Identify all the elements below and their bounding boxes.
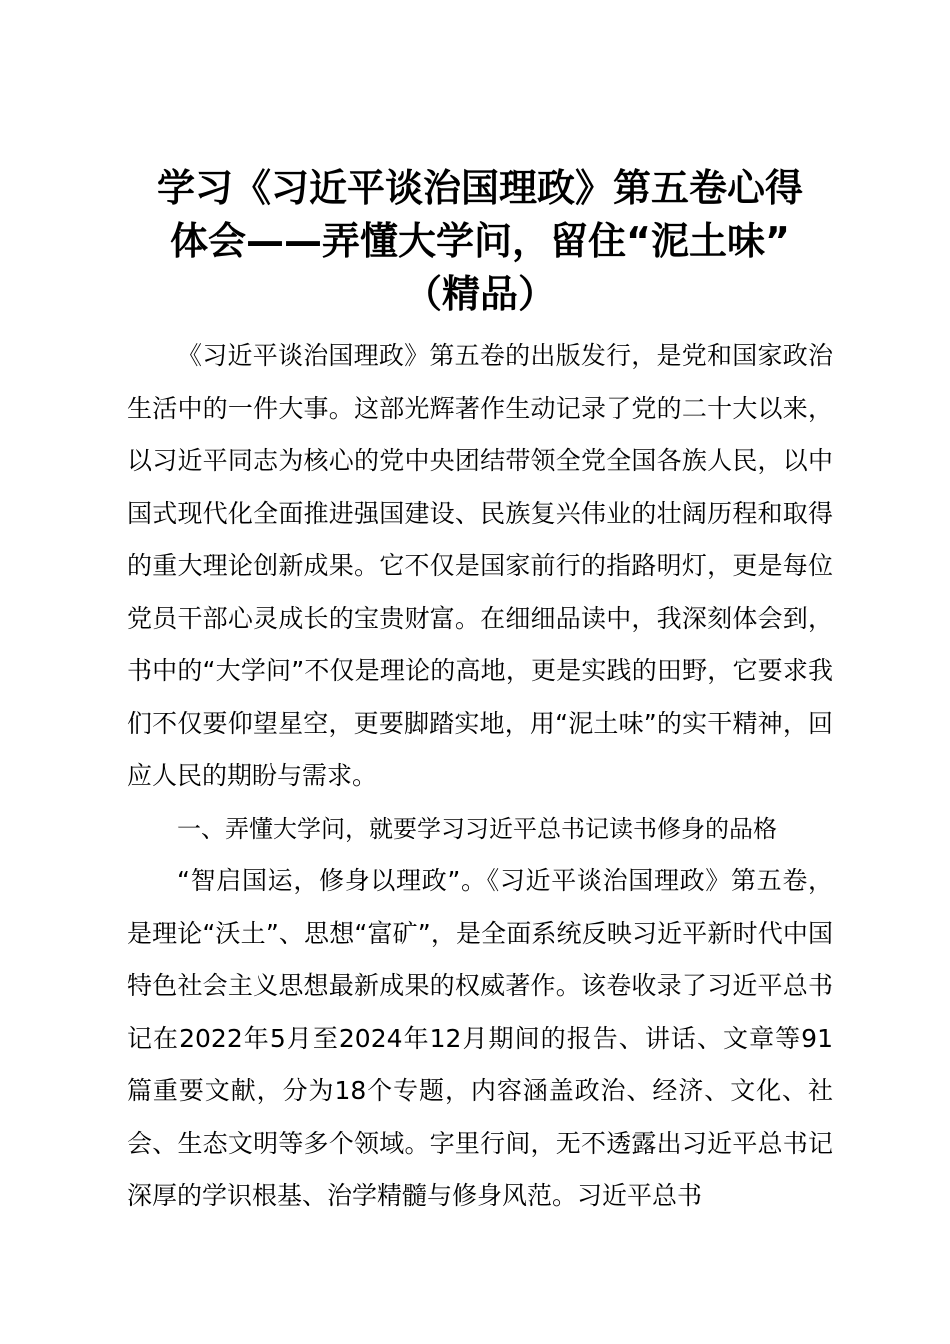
section-heading: 一、弄懂大学问，就要学习习近平总书记读书修身的品格 [177, 814, 777, 843]
title-line-2: 体会——弄懂大学问，留住“泥土味” [170, 219, 790, 263]
title-line-3: （精品） [403, 272, 556, 316]
section-paragraph: “智启国运，修身以理政”。《习近平谈治国理政》第五卷，是理论“沃土”、思想“富矿”，是全面系统反映习近平新时代中国特色社会主义思想最新成果的权威著作。该卷收录了习近平总书记在2022年5月至2024年12月期间的报告、讲话、文章等91篇重要文献，分为18个专题，内容涵盖政治、经济、文化、社会、生态文明等多个领域。字里行间，无不透露出习近平总书记深厚的学识根基、治学精髓与修身风范。习近平总书 [127, 866, 833, 1210]
title-line-1: 学习《习近平谈治国理政》第五卷心得 [156, 166, 803, 210]
document-body [127, 330, 833, 1223]
document-title [100, 162, 860, 321]
intro-paragraph: 《习近平谈治国理政》第五卷的出版发行，是党和国家政治生活中的一件大事。这部光辉著作生动记录了党的二十大以来，以习近平同志为核心的党中央团结带领全党全国各族人民，以中国式现代化全面推进强国建设、民族复兴伟业的壮阔历程和取得的重大理论创新成果。它不仅是国家前行的指路明灯，更是每位党员干部心灵成长的宝贵财富。在细细品读中，我深刻体会到，书中的“大学问”不仅是理论的高地，更是实践的田野，它要求我们不仅要仰望星空，更要脚踏实地，用“泥土味”的实干精神，回应人民的期盼与需求。 [127, 341, 833, 790]
